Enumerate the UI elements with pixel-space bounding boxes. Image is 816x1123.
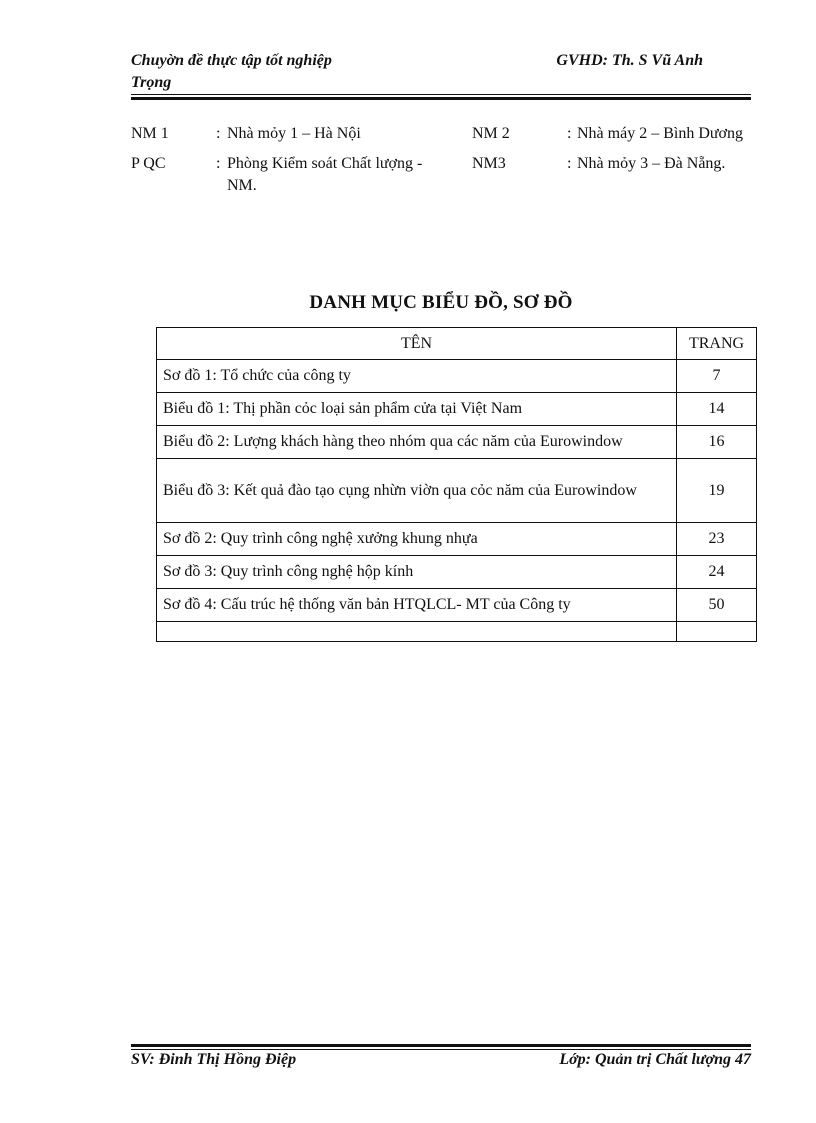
figure-page: 16 <box>677 426 757 459</box>
header-rule-thin <box>131 94 751 95</box>
table-row <box>157 589 757 622</box>
abbreviation-separator: : <box>216 125 221 142</box>
figure-name: Biểu đồ 3: Kết quả đào tạo cụng nhừn viờn qua cỏc năm của Eurowindow <box>157 459 677 523</box>
figure-name: Sơ đồ 3: Quy trình công nghệ hộp kính <box>157 556 677 589</box>
page-footer <box>131 1051 751 1069</box>
figure-name: Sơ đồ 2: Quy trình công nghệ xưởng khung nhựa <box>157 523 677 556</box>
figure-name: Sơ đồ 4: Cấu trúc hệ thống văn bản HTQLCL- MT của Công ty <box>157 589 677 622</box>
table-row <box>157 393 757 426</box>
figure-name: Sơ đồ 1: Tổ chức của công ty <box>157 360 677 393</box>
figure-page: 23 <box>677 523 757 556</box>
table-row <box>157 459 757 523</box>
column-header-page: TRANG <box>677 328 757 360</box>
abbreviation-code: NM 2 <box>472 125 510 142</box>
column-header-name: TÊN <box>157 328 677 360</box>
figure-page: 7 <box>677 360 757 393</box>
table-row <box>157 523 757 556</box>
abbreviation-separator: : <box>567 125 572 142</box>
figure-page: 19 <box>677 459 757 523</box>
table-row <box>157 360 757 393</box>
figure-page: 14 <box>677 393 757 426</box>
figure-page: 50 <box>677 589 757 622</box>
header-left <box>131 50 391 94</box>
figures-table <box>156 327 757 642</box>
header-rule-thick <box>131 97 751 100</box>
abbreviation-separator: : <box>567 155 572 172</box>
table-row <box>157 556 757 589</box>
header-advisor: GVHD: Th. S Vũ Anh <box>556 52 703 69</box>
figure-name: Biểu đồ 2: Lượng khách hàng theo nhóm qua các năm của Eurowindow <box>157 426 677 459</box>
table-row <box>157 426 757 459</box>
figure-page: 24 <box>677 556 757 589</box>
footer-class: Lớp: Quản trị Chất lượng 47 <box>559 1051 751 1068</box>
page-header <box>131 50 751 94</box>
figure-page-empty <box>677 622 757 642</box>
abbreviation-desc: Nhà mỏy 3 – Đà Nẵng. <box>577 155 726 172</box>
header-subject: Chuyờn đề thực tập tốt nghiệp <box>131 52 332 69</box>
footer-rule-thick <box>131 1044 751 1047</box>
figure-name: Biểu đồ 1: Thị phần cỏc loại sản phẩm cửa tại Việt Nam <box>157 393 677 426</box>
abbreviation-desc: Phòng Kiểm soát Chất lượng - NM. <box>227 155 423 194</box>
header-subject-cont: Trọng <box>131 74 172 91</box>
table-row-empty <box>157 622 757 642</box>
abbreviation-desc: Nhà máy 2 – Bình Dương <box>577 125 744 142</box>
list-title: DANH MỤC BIỂU ĐỒ, SƠ ĐỒ <box>309 292 573 313</box>
abbreviation-separator: : <box>216 155 221 172</box>
figure-name-empty <box>157 622 677 642</box>
footer-rule-thin <box>131 1049 751 1050</box>
abbreviation-desc: Nhà mỏy 1 – Hà Nội <box>227 125 361 142</box>
footer-student: SV: Đinh Thị Hồng Điệp <box>131 1051 297 1068</box>
abbreviation-code: P QC <box>131 155 166 172</box>
abbreviation-code: NM 1 <box>131 125 169 142</box>
abbreviation-code: NM3 <box>472 155 506 172</box>
